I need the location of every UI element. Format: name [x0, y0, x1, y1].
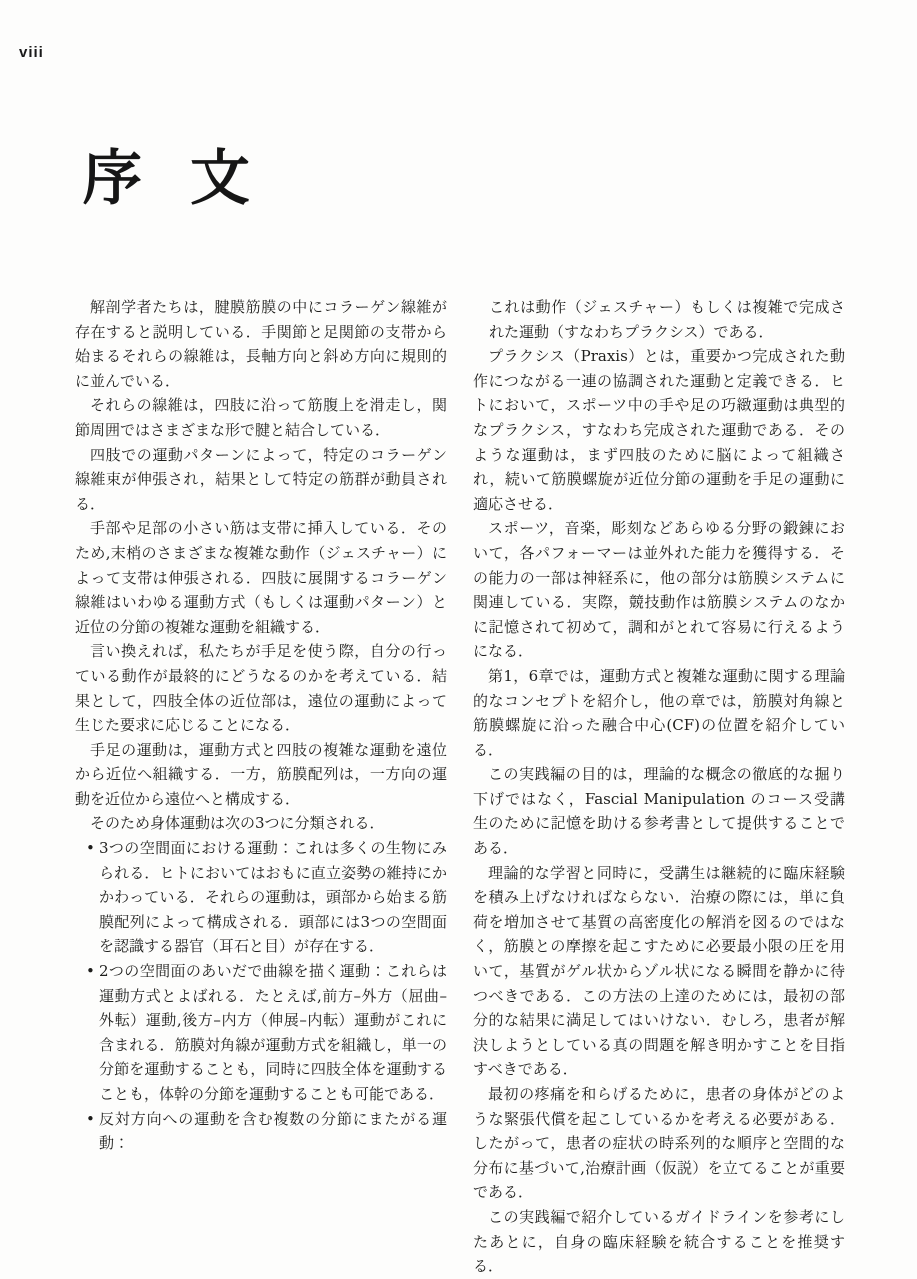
paragraph: 手足の運動は，運動方式と四肢の複雑な運動を遠位から近位へ組織する．一方，筋膜配列は，一方向の運動を近位から遠位へと構成する． — [75, 740, 447, 808]
bullet-text: 3つの空間面における運動：これは多くの生物にみられる．ヒトにおいてはおもに直立姿勢の維持にかかわっている．それらの運動は，頭部から始まる筋膜配列によって構成される．頭部には3つの空間面を認識する器官（耳石と目）が存在する． — [99, 839, 447, 956]
paragraph: 理論的な学習と同時に，受講生は継続的に臨床経験を積み上げなければならない．治療の際には，単に負荷を増加させて基質の高密度化の解消を図るのではなく，筋膜との摩擦を起こすために必要最小限の圧を用いて，基質がゲル状からゾル状になる瞬間を静かに待つべきである．この方法の上達のためには，最初の部分的な結果に満足してはいけない．むしろ，患者が解決しようとしている真の問題を解き明かすことを目指すべきである． — [473, 863, 845, 1079]
paragraph: この実践編の目的は，理論的な概念の徹底的な掘り下げではなく，Fascial Manipulation のコース受講生のために記憶を助ける参考書として提供することである． — [473, 765, 845, 858]
paragraph: そのため身体運動は次の3つに分類される． — [90, 814, 385, 833]
paragraph: 手部や足部の小さい筋は支帯に挿入している．そのため,末梢のさまざまな複雑な動作（ジェスチャー）によって支帯は伸張される．四肢に展開するコラーゲン線維はいわゆる運動方式（もしくは運動パターン）と近位の分節の複雑な運動を組織する． — [75, 519, 447, 636]
bullet-item — [75, 1107, 447, 1156]
page-number: viii — [19, 44, 44, 61]
bullet-text: 反対方向への運動を含む複数の分節にまたがる運動： — [99, 1109, 447, 1153]
paragraph: 言い換えれば，私たちが手足を使う際，自分の行っている動作が最終的にどうなるのかを考えている．結果として，四肢全体の近位部は，遠位の運動によって生じた要求に応じることになる． — [75, 642, 447, 735]
paragraph: 第1，6章では，運動方式と複雑な運動に関する理論的なコンセプトを紹介し，他の章では，筋膜対角線と筋膜螺旋に沿った融合中心(CF)の位置を紹介している． — [473, 666, 845, 759]
paragraph: 解剖学者たちは，腱膜筋膜の中にコラーゲン線維が存在すると説明している．手関節と足関節の支帯から始まるそれらの線維は，長軸方向と斜め方向に規則的に並んでいる． — [75, 298, 447, 390]
right-column — [473, 295, 845, 1279]
bullet-text: 2つの空間面のあいだで曲線を描く運動：これらは運動方式とよばれる．たとえば,前方–外方（屈曲–外転）運動,後方–内方（伸展–内転）運動がこれに含まれる．筋膜対角線が運動方式を組織し，単一の分節を運動することも，同時に四肢全体を運動することも，体幹の分節を運動することも可能である． — [99, 962, 447, 1103]
page-title: 序 文 — [82, 145, 244, 213]
bullet-item — [75, 959, 447, 1107]
paragraph: 四肢での運動パターンによって，特定のコラーゲン線維束が伸張され，結果として特定の筋群が動員される． — [75, 445, 447, 513]
paragraph: この実践編で紹介しているガイドラインを参考にしたあとに，自身の臨床経験を統合することを推奨する． — [473, 1207, 845, 1276]
paragraph: それらの線維は，四肢に沿って筋腹上を滑走し，関節周囲ではさまざまな形で腱と結合している． — [75, 396, 447, 439]
body-text — [75, 295, 846, 1279]
bullet-marker-icon: • — [86, 839, 95, 858]
paragraph: プラクシス（Praxis）とは，重要かつ完成された動作につながる一連の協調された運動と定義できる．ヒトにおいて，スポーツ中の手や足の巧緻運動は典型的なプラクシス，すなわち完成された運動である．そのような運動は，まず四肢のために脳によって組織され，続いて筋膜螺旋が近位分節の運動を手足の運動に適応させる． — [473, 347, 845, 513]
paragraph: スポーツ，音楽，彫刻などあらゆる分野の鍛錬において，各パフォーマーは並外れた能力を獲得する．その能力の一部は神経系に，他の部分は筋膜システムに関連している．実際，競技動作は筋膜システムのなかに記憶されて初めて，調和がとれて容易に行えるようになる． — [473, 519, 845, 661]
bullet-marker-icon: • — [86, 1109, 95, 1128]
left-column — [75, 295, 447, 1279]
bullet-continuation: これは動作（ジェスチャー）もしくは複雑で完成された運動（すなわちプラクシス）である． — [489, 298, 845, 341]
bullet-item — [75, 836, 447, 959]
paragraph: 最初の疼痛を和らげるために，患者の身体がどのような緊張代償を起こしているかを考える必要がある．したがって，患者の症状の時系列的な順序と空間的な分布に基づいて,治療計画（仮説）を立てることが重要である． — [473, 1085, 845, 1202]
bullet-marker-icon: • — [86, 962, 95, 981]
